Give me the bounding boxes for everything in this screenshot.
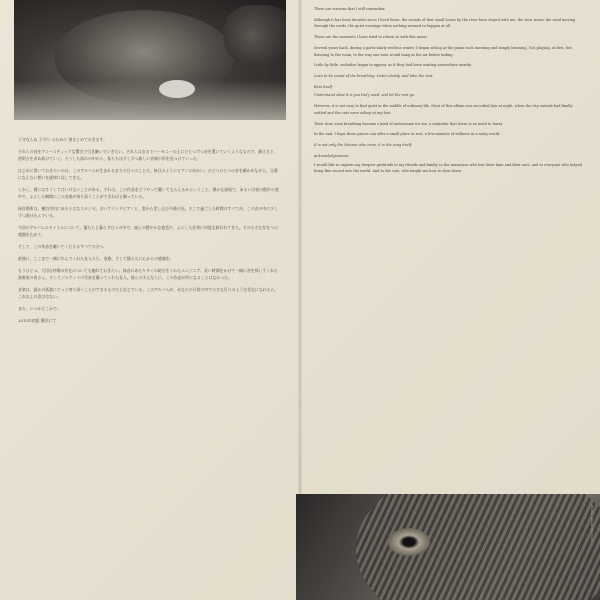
en-paragraph: I would like to express my deepest gratitude to my friends and family, to the musicians who lent their time and their ears, and to everyone who helped bring this record into the world. And to the cats, who taught me how to slow down. xyxy=(314,162,582,174)
jp-paragraph: 音楽は、誰かの孤独にそっと寄り添うことができるものだと信じている。このアルバムが、あなたの日常の中で小さな灯りのような存在になれたら、これ以上の喜びはない。 xyxy=(18,286,279,300)
jp-paragraph: そして、この作品を聴いてくださるすべての方へ。 xyxy=(18,244,108,250)
photo-credit: Photo: Ukuyo Shimizu xyxy=(590,505,594,542)
jp-paragraph: はじめに書いておきたいのは、このアルバムが生まれるまでの日々のことだ。毎日のようにピアノに向かい、ひとつひとつの音を確かめながら、言葉にならない想いを旋律に託してきた。 xyxy=(18,167,278,181)
blanket xyxy=(14,80,286,120)
en-heading-acknowledgements: Acknowledgements xyxy=(314,153,349,158)
cat-eye xyxy=(388,528,430,556)
cat-eye-photo xyxy=(296,494,600,600)
jp-signature: 2013年初夏 横浜にて xyxy=(18,317,57,323)
jp-paragraph: 最後に、ここまで一緒に歩んでくれた友人たち、家族、そして猫たちに心からの感謝を。 xyxy=(18,256,174,262)
jp-paragraph: それらの音をアコースティックな響きで引き継いでいきたい。それらはまるでハーモニーの上にひとつずつ音を置いていくようなもので、静けさと、透明さを求め続けていく。そうした試みの中から、私たちは少しずつ新しい音楽の形を見つけていった。 xyxy=(18,148,278,162)
en-paragraph: Little by little, melodies began to appear, as if they had been waiting somewhere nearby. xyxy=(314,63,472,68)
jp-paragraph: もうひとつ、大切な仲間の存在についても触れておきたい。録音にあたり多くの助言をくれたエンジニア、長い時間をかけて一緒に音を探してくれた演奏家の皆さん、そしてジャケットの写真を撮ってくれた友人。彼らの支えなしに、この作品が形になることはなかった。 xyxy=(18,267,278,281)
english-notes-column xyxy=(314,6,584,179)
en-paragraph: However, it is not easy to find quiet in the middle of ordinary life. Most of this album was recorded late at night, when the city outside had finally settled and the cats were asleep at my feet. xyxy=(314,104,573,115)
japanese-notes-column xyxy=(18,136,280,329)
en-quote: It is not only the listener who rests, it is the song itself. xyxy=(314,143,413,148)
en-paragraph: In the end, I hope these pieces can offer a small place to rest, a few minutes of stillness in a noisy world. xyxy=(314,132,501,137)
kitten-face xyxy=(224,5,286,65)
en-paragraph: These are the moments I have tried to return to with this music. xyxy=(314,35,429,40)
en-paragraph: Although it has been decades since I lived there, the sounds of that small house by the river have stayed with me, the slow water, the wind moving through the reeds, the quiet evenings when nothing seemed to happen at all. xyxy=(314,17,576,29)
jp-paragraph: 録音場所は、横浜市内にある小さなスタジオ。古いグランドピアノと、窓から差し込む午後の光。そこで過ごした時間のすべてが、この音の中に少しずつ溶け込んでいる。 xyxy=(18,206,278,219)
en-paragraph: Several years back, during a particularly restless winter, I began sitting at the piano each morning and simply listening. Not playing, at first, but listening to the room, to the way one note would hang in the air before fading. xyxy=(314,45,572,57)
en-quote: Understand what it is you truly need, and let the rest go. xyxy=(314,93,416,98)
jp-paragraph: しかし、僕にはそうしてはいけないことがある。それは、この作品をどうやって聴いてもらえるかということ。静かな部屋で、あるいは夜の散歩の途中で、ふとした瞬間にこの音楽が寄り添うことができればと願っている。 xyxy=(18,186,279,200)
jp-paragraph: また、いつかどこかで。 xyxy=(18,306,61,312)
kitten-photo xyxy=(14,0,286,120)
en-paragraph: There are streams that I still remember. xyxy=(314,7,386,11)
en-paragraph: Their slow, even breathing became a kind of metronome for me, a reminder that there is no need to hurry. xyxy=(314,121,503,126)
en-quote: Lean to be sound of the breathing. Listen slowly. And take the rest. xyxy=(314,74,434,79)
jp-paragraph: 子守ならぬ 子守り のために 書きとめておきます。 xyxy=(18,137,107,142)
jp-paragraph: 今回のアルバムのタイトルについて。猫たちと暮らす日々の中で、彼らの穏やかな寝息や、ふとした仕草に何度も救われてきた。その小さな存在への感謝を込めて。 xyxy=(18,225,278,238)
en-heading-rest: Rest Itself xyxy=(314,84,333,89)
